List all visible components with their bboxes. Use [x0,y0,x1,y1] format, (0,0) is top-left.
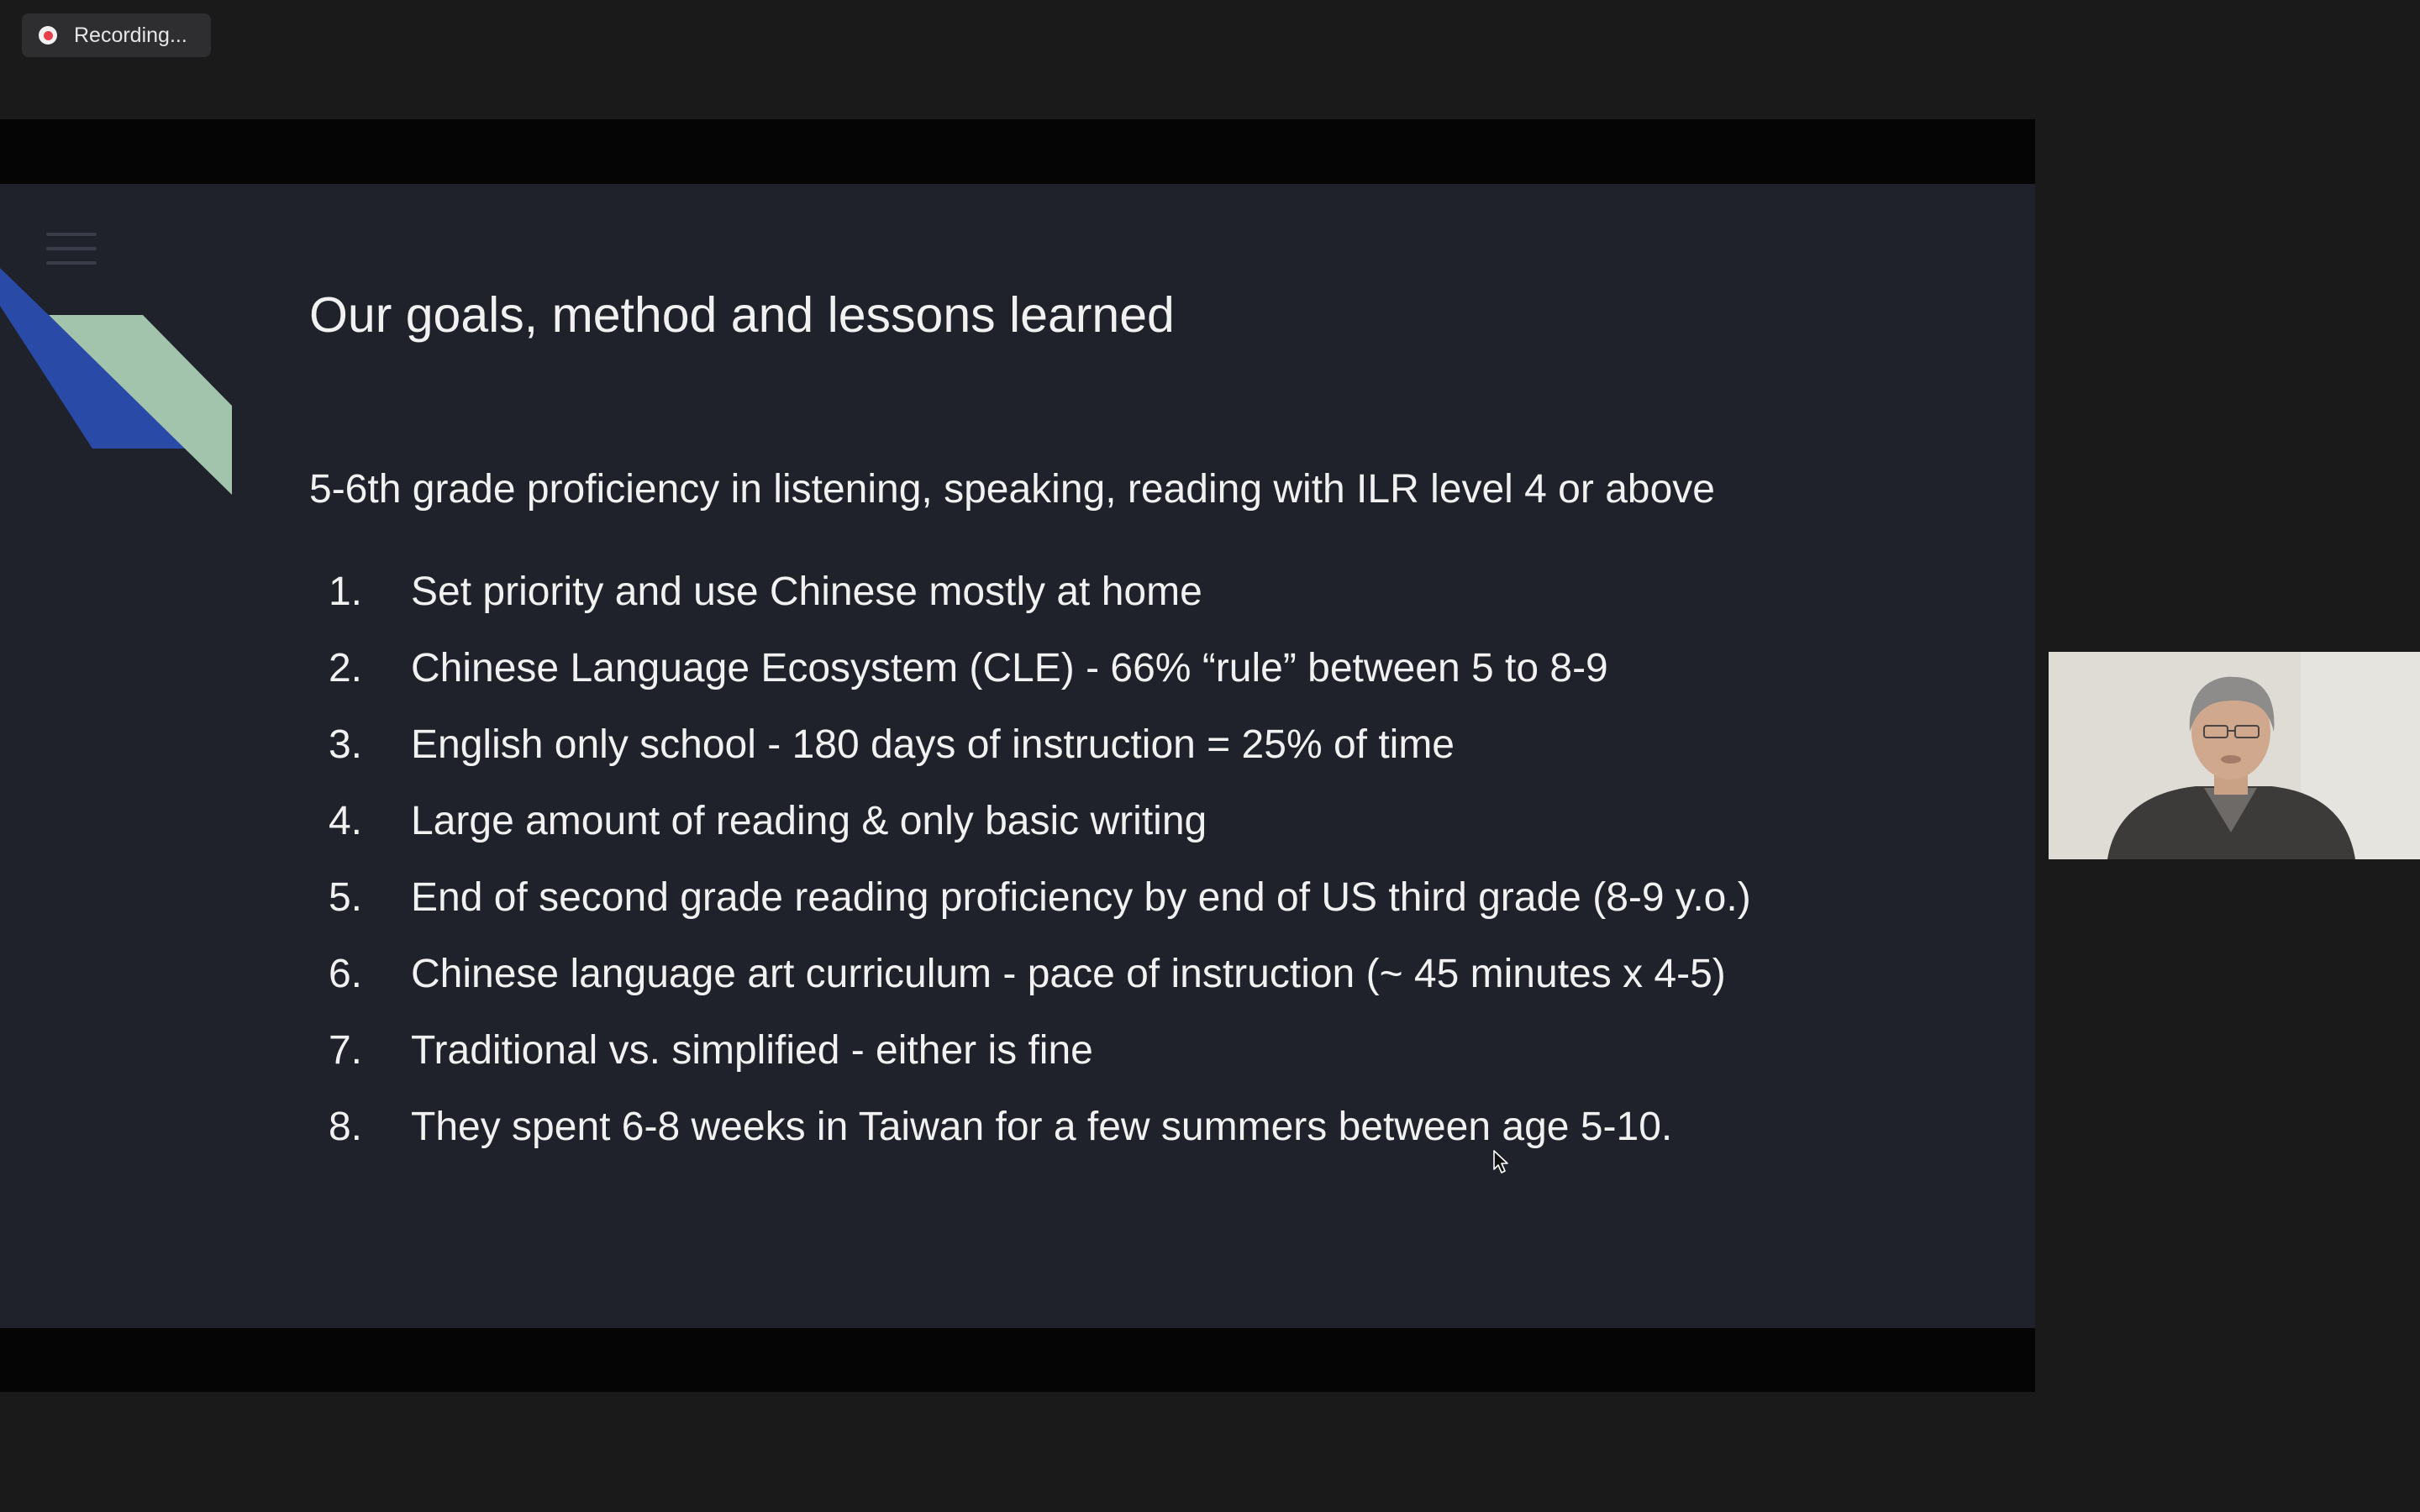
presentation-slide [0,184,2035,1328]
item-text: Chinese Language Ecosystem (CLE) - 66% “rule” between 5 to 8-9 [411,646,1608,690]
item-number: 8. [328,1105,362,1149]
slide-decoration [0,184,252,503]
item-text: Large amount of reading & only basic writing [411,799,1207,843]
item-text: English only school - 180 days of instruction = 25% of time [411,722,1455,767]
item-number: 4. [328,799,362,843]
goal-list [309,569,1751,1180]
list-item [309,798,1751,874]
list-item [309,645,1751,722]
list-item [309,1027,1751,1104]
item-text: Traditional vs. simplified - either is fine [411,1028,1093,1073]
mouse-pointer-icon [1492,1149,1511,1174]
participant-video[interactable] [2049,652,2420,859]
item-number: 7. [328,1028,362,1073]
screen-share-area [0,119,2035,1392]
record-dot-icon [39,26,57,45]
slide-title: Our goals, method and lessons learned [309,287,1175,343]
list-item [309,951,1751,1027]
participant-avatar [2049,652,2420,859]
recording-indicator[interactable] [22,13,211,57]
item-text: Chinese language art curriculum - pace of instruction (~ 45 minutes x 4-5) [411,952,1726,996]
item-number: 6. [328,952,362,996]
hamburger-menu-icon[interactable] [46,233,97,266]
item-number: 2. [328,646,362,690]
item-number: 5. [328,875,362,920]
recording-label: Recording... [74,23,187,47]
item-number: 1. [328,570,362,614]
slide-subtitle: 5-6th grade proficiency in listening, speaking, reading with ILR level 4 or above [309,467,1715,512]
item-text: Set priority and use Chinese mostly at home [411,570,1202,614]
item-number: 3. [328,722,362,767]
item-text: They spent 6-8 weeks in Taiwan for a few summers between age 5-10. [411,1105,1673,1149]
list-item [309,874,1751,951]
list-item [309,722,1751,798]
list-item [309,1104,1751,1180]
list-item [309,569,1751,645]
item-text: End of second grade reading proficiency by end of US third grade (8-9 y.o.) [411,875,1751,920]
